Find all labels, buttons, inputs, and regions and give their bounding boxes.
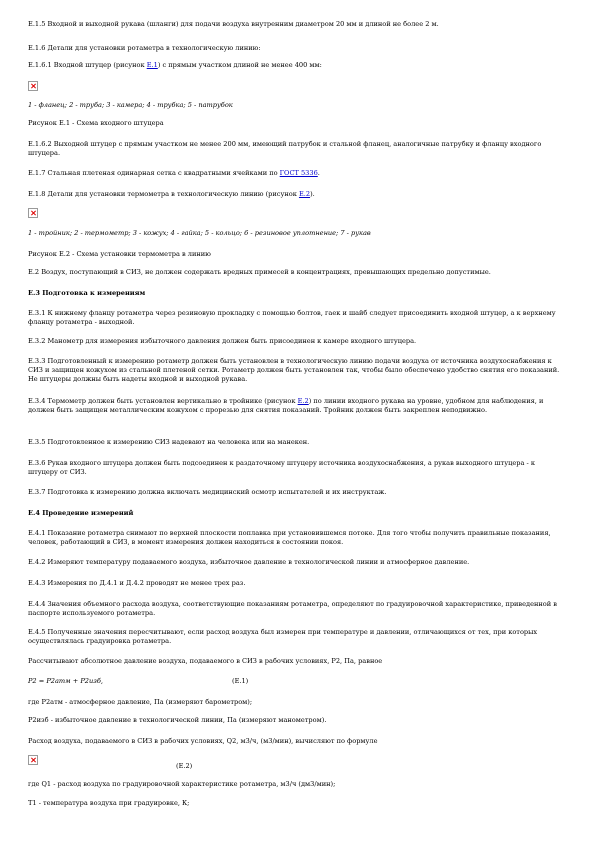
paragraph-e-1-6: Е.1.6 Детали для установки ротаметра в технологическую линию: bbox=[28, 44, 261, 52]
broken-image-icon bbox=[28, 755, 38, 765]
section-heading-e-3: Е.3 Подготовка к измерениям bbox=[28, 289, 146, 297]
figure-e2-caption: Рисунок Е.2 - Схема установки термометра в линию bbox=[28, 250, 211, 258]
paragraph-e-1-7 bbox=[28, 169, 566, 178]
paragraph-t1: Т1 - температура воздуха при градуировке, К; bbox=[28, 799, 190, 807]
text-part: Е.1.7 Стальная плетеная одинарная сетка с квадратными ячейками по bbox=[28, 169, 280, 177]
equation-e1-number: (Е.1) bbox=[232, 677, 249, 685]
text-part: Е.1.8 Детали для установки термометра в технологическую линию (рисунок bbox=[28, 190, 299, 198]
paragraph-e-3-7: Е.3.7 Подготовка к измерению должна включать медицинский осмотр испытателей и их инструктаж. bbox=[28, 488, 387, 496]
text-part: ). bbox=[310, 190, 315, 198]
equation-e2-number: (Е.2) bbox=[176, 762, 193, 770]
text-part: . bbox=[317, 169, 320, 177]
paragraph-where-q1: где Q1 - расход воздуха по градуировочной характеристике ротаметра, м3/ч (дм3/мин); bbox=[28, 780, 336, 788]
section-heading-e-4: Е.4 Проведение измерений bbox=[28, 509, 134, 517]
paragraph-e-3-5: Е.3.5 Подготовленное к измерению СИЗ надевают на человека или на манекен. bbox=[28, 438, 310, 446]
link-gost-5336[interactable]: ГОСТ 5336 bbox=[279, 169, 318, 177]
text-part: Е.3.4 Термометр должен быть установлен вертикально в тройнике (рисунок bbox=[28, 397, 298, 405]
figure-e1-caption: Рисунок Е.1 - Схема входного штуцера bbox=[28, 119, 164, 127]
paragraph-e-4-3: Е.4.3 Измерения по Д.4.1 и Д.4.2 проводят не менее трех раз. bbox=[28, 579, 246, 587]
paragraph-e-4-2: Е.4.2 Измеряют температуру подаваемого воздуха, избыточное давление в технологической линии и атмосферное давление. bbox=[28, 558, 470, 566]
paragraph-e-4-5: Е.4.5 Полученные значения пересчитывают, если расход воздуха был измерен при температуре и давлении, отличающихся от тех, при которых осуществлялась градуировка ротаметра. bbox=[28, 628, 538, 645]
figure-e2-legend: 1 - тройник; 2 - термометр; 3 - кожух; 4 - гайка; 5 - кольцо; 6 - резиновое уплотнение; 7 - рукав bbox=[28, 229, 371, 237]
paragraph-e-3-3: Е.3.3 Подготовленный к измерению ротаметр должен быть установлен в технологическую линию подачи воздуха от источника воздухоснабжения к СИЗ и защищен кожухом из стальной плетеной сетки. Ротаметр должен быть установлен так, чтобы было обеспечено удобство снятия его показаний. Не штуцеры должны быть надеты входной и выходной рукава. bbox=[28, 357, 560, 383]
text-part: Е.1.6.1 Входной штуцер (рисунок bbox=[28, 61, 147, 69]
text-part: ) с прямым участком длиной не менее 400 мм: bbox=[157, 61, 322, 69]
paragraph-e-1-6-1 bbox=[28, 61, 566, 70]
paragraph-e-3-2: Е.3.2 Манометр для измерения избыточного давления должен быть присоединен к камере входного штуцера. bbox=[28, 337, 417, 345]
paragraph-p2izb: Р2изб - избыточное давление в технологической линии, Па (измеряют манометром). bbox=[28, 716, 327, 724]
paragraph-e-4-1: Е.4.1 Показание ротаметра снимают по верхней плоскости поплавка при установившемся потоке. Для того чтобы получить правильные показания, человек, работающий в СИЗ, в момент измерения должен находиться в состоянии покоя. bbox=[28, 529, 551, 546]
paragraph-e-3-6: Е.3.6 Рукав входного штуцера должен быть подсоединен к раздаточному штуцеру источника воздухоснабжения, а рукав выходного штуцера - к штуцеру от СИЗ. bbox=[28, 459, 536, 476]
paragraph-e-3-1: Е.3.1 К нижнему фланцу ротаметра через резиновую прокладку с помощью болтов, гаек и шайб следует присоединить входной штуцер, а к верхнему фланцу ротаметра - выходной. bbox=[28, 309, 556, 326]
paragraph-e-2: Е.2 Воздух, поступающий в СИЗ, не должен содержать вредных примесей в концентрациях, превышающих предельно допустимые. bbox=[28, 268, 491, 276]
paragraph-absolute-pressure: Рассчитывают абсолютное давление воздуха, подаваемого в СИЗ в рабочих условиях, Р2, Па, равное bbox=[28, 657, 383, 665]
paragraph-air-flow: Расход воздуха, подаваемого в СИЗ в рабочих условиях, Q2, м3/ч, (м3/мин), вычисляют по формуле bbox=[28, 737, 378, 745]
text-part: ) по линии входного рукава на уровне, удобном для наблюдения, и должен быть защищен металлическим кожухом с прорезью для снятия показаний. Тройник должен быть закреплен неподвижно. bbox=[28, 397, 544, 414]
figure-e1-legend: 1 - фланец; 2 - труба; 3 - камера; 4 - трубка; 5 - патрубок bbox=[28, 101, 233, 109]
broken-image-icon bbox=[28, 81, 38, 91]
paragraph-e-1-5: Е.1.5 Входной и выходной рукава (шланги) для подачи воздуха внутренним диаметром 20 мм и длиной не более 2 м. bbox=[28, 20, 439, 28]
link-figure-e2[interactable]: Е.2 bbox=[297, 397, 309, 405]
paragraph-e-4-4: Е.4.4 Значения объемного расхода воздуха, соответствующие показаниям ротаметра, определяют по градуировочной характеристике, приведенной в паспорте используемого ротаметра. bbox=[28, 600, 557, 617]
equation-e1: Р2 = Р2атм + Р2изб, bbox=[28, 677, 103, 685]
paragraph-where-p2atm: где Р2атм - атмосферное давление, Па (измеряют барометром); bbox=[28, 698, 253, 706]
broken-image-icon bbox=[28, 208, 38, 218]
paragraph-e-3-4 bbox=[28, 397, 566, 415]
paragraph-e-1-8 bbox=[28, 190, 566, 199]
link-figure-e2[interactable]: Е.2 bbox=[298, 190, 311, 198]
paragraph-e-1-6-2: Е.1.6.2 Выходной штуцер с прямым участком не менее 200 мм, имеющий патрубок и стальной фланец, аналогичные патрубку и фланцу входного штуцера. bbox=[28, 140, 542, 157]
link-figure-e1[interactable]: Е.1 bbox=[146, 61, 158, 69]
